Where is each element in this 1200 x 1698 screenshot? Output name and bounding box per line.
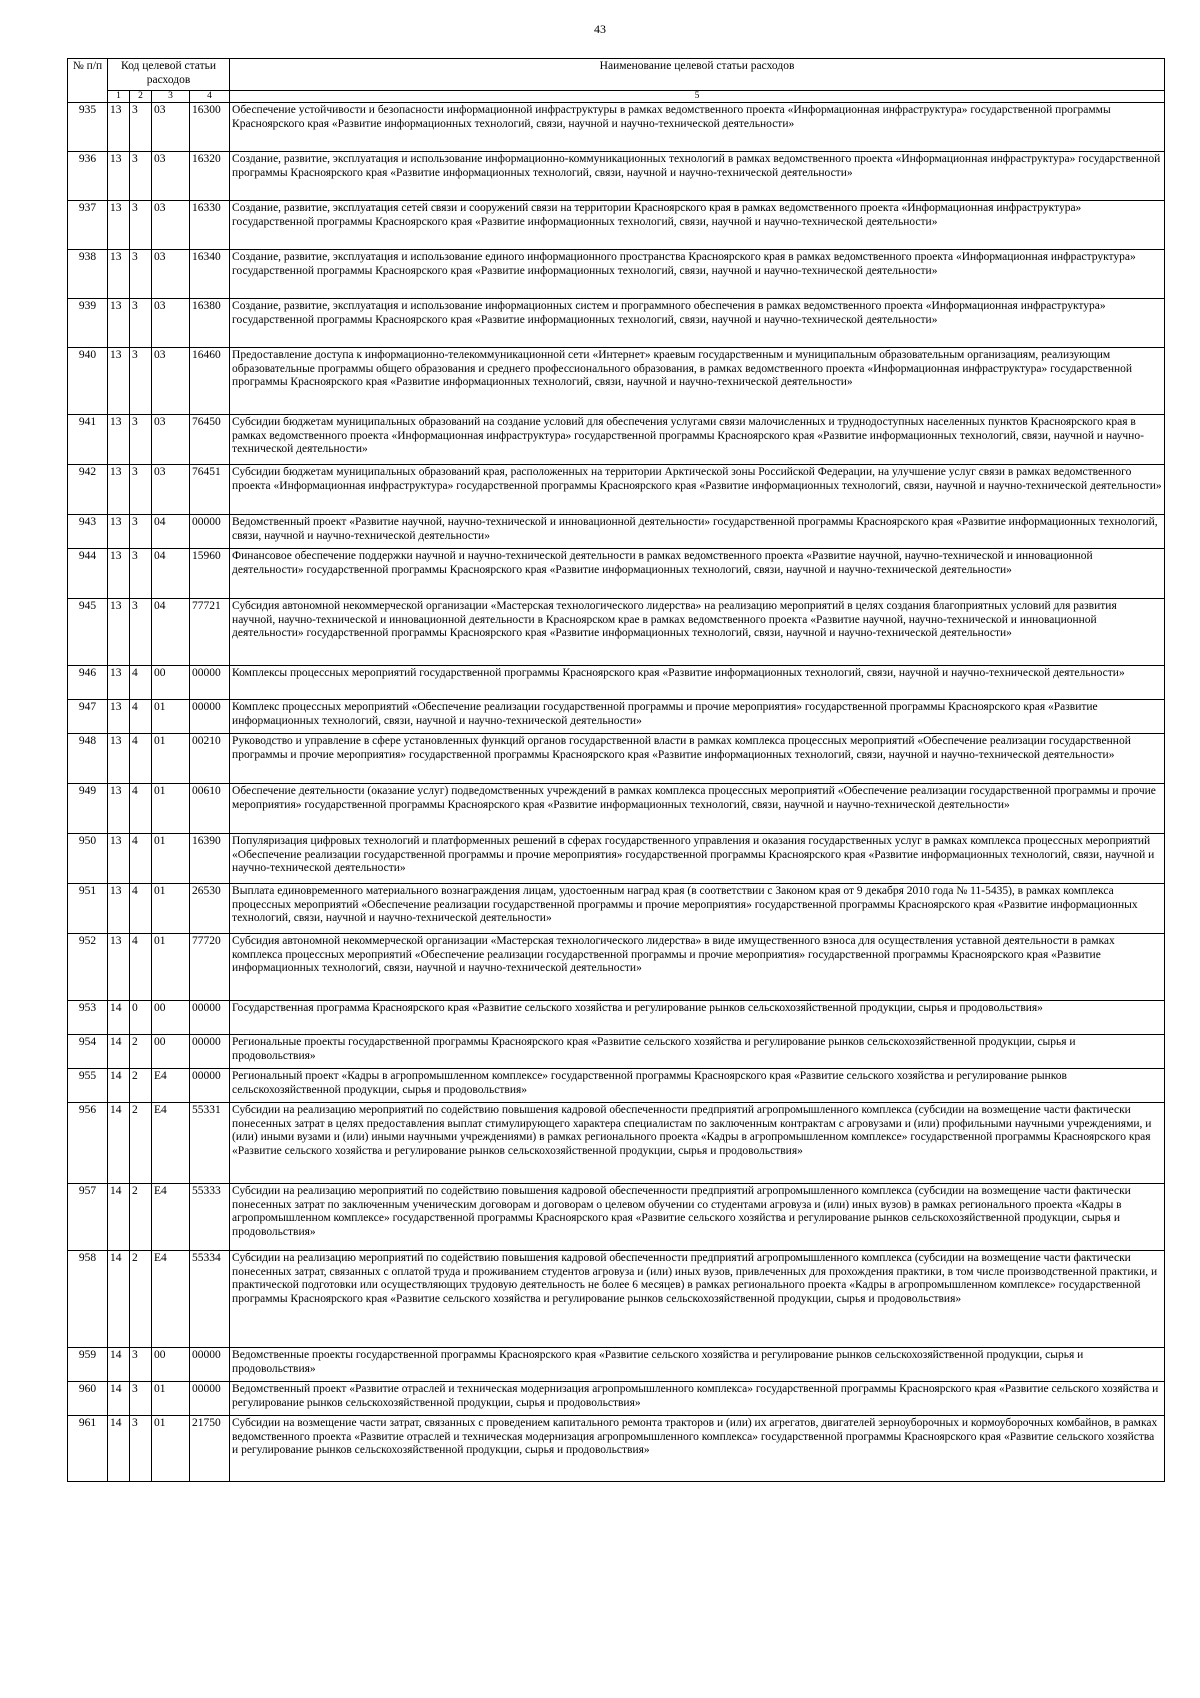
code-part-3: E4 (152, 1069, 190, 1103)
code-part-1: 13 (108, 415, 130, 465)
code-part-3: 01 (152, 784, 190, 834)
code-part-1: 14 (108, 1348, 130, 1382)
code-part-2: 2 (130, 1103, 152, 1184)
row-number: 937 (68, 201, 108, 250)
table-row (68, 465, 1165, 515)
code-part-4: 16300 (190, 103, 230, 152)
code-part-4: 00000 (190, 1035, 230, 1069)
row-name: Руководство и управление в сфере установленных функций органов государственной власти в рамках комплекса процессных мероприятий «Обеспечение реализации государственной программы и прочие мероприятия» государственной программы Красноярского края «Развитие информационных технологий, связи, научной и научно-технической деятельности» (230, 734, 1165, 784)
row-name: Ведомственный проект «Развитие отраслей и техническая модернизация агропромышленного комплекса» государственной программы Красноярского края «Развитие сельского хозяйства и регулирование рынков сельскохозяйственной продукции, сырья и продовольствия» (230, 1382, 1165, 1416)
table-row (68, 1416, 1165, 1482)
code-part-3: E4 (152, 1184, 190, 1251)
row-name: Субсидии бюджетам муниципальных образований на создание условий для обеспечения услугами связи малочисленных и труднодоступных населенных пунктов Красноярского края в рамках ведомственного проекта «Информационная инфраструктура» государственной программы Красноярского края «Развитие информационных технологий, связи, научной и научно-технической деятельности» (230, 415, 1165, 465)
code-part-4: 55333 (190, 1184, 230, 1251)
code-part-1: 14 (108, 1001, 130, 1035)
code-part-1: 14 (108, 1416, 130, 1482)
code-part-2: 4 (130, 734, 152, 784)
code-part-1: 14 (108, 1103, 130, 1184)
row-number: 960 (68, 1382, 108, 1416)
row-number: 944 (68, 549, 108, 599)
row-number: 936 (68, 152, 108, 201)
code-part-1: 14 (108, 1382, 130, 1416)
row-name: Субсидия автономной некоммерческой организации «Мастерская технологического лидерства» в виде имущественного взноса для осуществления уставной деятельности в рамках комплекса процессных мероприятий «Обеспечение реализации государственной программы и прочие мероприятия» государственной программы Красноярского края «Развитие информационных технологий, связи, научной и научно-технической деятельности» (230, 934, 1165, 1001)
row-number: 961 (68, 1416, 108, 1482)
code-part-2: 2 (130, 1251, 152, 1348)
table-row (68, 834, 1165, 884)
row-number: 954 (68, 1035, 108, 1069)
code-part-4: 16330 (190, 201, 230, 250)
table-row (68, 201, 1165, 250)
code-part-3: 01 (152, 700, 190, 734)
column-number: 5 (230, 91, 1165, 103)
row-name: Создание, развитие, эксплуатация и использование информационно-коммуникационных технологий в рамках ведомственного проекта «Информационная инфраструктура» государственной программы Красноярского края «Развитие информационных технологий, связи, научной и научно-технической деятельности» (230, 152, 1165, 201)
code-part-3: 03 (152, 465, 190, 515)
column-number: 2 (130, 91, 152, 103)
table-header-row (68, 59, 1165, 91)
table-body (68, 103, 1165, 1482)
code-part-1: 13 (108, 884, 130, 934)
row-name: Создание, развитие, эксплуатация и использование единого информационного пространства Красноярского края в рамках ведомственного проекта «Информационная инфраструктура» государственной программы Красноярского края «Развитие информационных технологий, связи, научной и научно-технической деятельности» (230, 250, 1165, 299)
code-part-2: 3 (130, 549, 152, 599)
code-part-1: 13 (108, 201, 130, 250)
code-part-4: 76450 (190, 415, 230, 465)
row-name: Создание, развитие, эксплуатация сетей связи и сооружений связи на территории Красноярского края в рамках ведомственного проекта «Информационная инфраструктура» государственной программы Красноярского края «Развитие информационных технологий, связи, научной и научно-технической деятельности» (230, 201, 1165, 250)
code-part-1: 13 (108, 465, 130, 515)
code-part-1: 13 (108, 734, 130, 784)
code-part-1: 13 (108, 700, 130, 734)
code-part-4: 16460 (190, 348, 230, 415)
row-name: Региональный проект «Кадры в агропромышленном комплексе» государственной программы Красноярского края «Развитие сельского хозяйства и регулирование рынков сельскохозяйственной продукции, сырья и продовольствия» (230, 1069, 1165, 1103)
row-number: 957 (68, 1184, 108, 1251)
code-part-2: 4 (130, 700, 152, 734)
code-part-4: 00000 (190, 1348, 230, 1382)
code-part-3: 00 (152, 1035, 190, 1069)
row-number: 956 (68, 1103, 108, 1184)
code-part-4: 00210 (190, 734, 230, 784)
code-part-2: 0 (130, 1001, 152, 1035)
row-number: 950 (68, 834, 108, 884)
code-part-1: 13 (108, 515, 130, 549)
code-part-1: 13 (108, 549, 130, 599)
table-row (68, 784, 1165, 834)
code-part-4: 00000 (190, 515, 230, 549)
row-name: Комплекс процессных мероприятий «Обеспечение реализации государственной программы и прочие мероприятия» государственной программы Красноярского края «Развитие информационных технологий, связи, научной и научно-технической деятельности» (230, 700, 1165, 734)
table-row (68, 1184, 1165, 1251)
code-part-3: 01 (152, 884, 190, 934)
row-name: Региональные проекты государственной программы Красноярского края «Развитие сельского хозяйства и регулирование рынков сельскохозяйственной продукции, сырья и продовольствия» (230, 1035, 1165, 1069)
code-part-1: 13 (108, 934, 130, 1001)
column-number: 4 (190, 91, 230, 103)
row-name: Субсидии на реализацию мероприятий по содействию повышения кадровой обеспеченности предприятий агропромышленного комплекса (субсидии на возмещение части фактически понесенных затрат в целях предоставления выплат стимулирующего характера специалистам по заключенным контрактам с агровузами и (или) профильными научными учреждениями, и (или) иными вузами и (или) иными научными учреждениями) в рамках регионального проекта «Кадры в агропромышленном комплексе» государственной программы Красноярского края «Развитие сельского хозяйства и регулирование рынков сельскохозяйственной продукции, сырья и продовольствия» (230, 1103, 1165, 1184)
code-part-1: 14 (108, 1184, 130, 1251)
row-name: Обеспечение деятельности (оказание услуг) подведомственных учреждений в рамках комплекса процессных мероприятий «Обеспечение реализации государственной программы и прочие мероприятия» государственной программы Красноярского края «Развитие информационных технологий, связи, научной и научно-технической деятельности» (230, 784, 1165, 834)
row-name: Популяризация цифровых технологий и платформенных решений в сферах государственного управления и оказания государственных услуг в рамках комплекса процессных мероприятий «Обеспечение реализации государственной программы и прочие мероприятия» государственной программы Красноярского края «Развитие информационных технологий, связи, научной и научно-технической деятельности» (230, 834, 1165, 884)
table-row (68, 348, 1165, 415)
code-part-4: 76451 (190, 465, 230, 515)
code-part-4: 00000 (190, 700, 230, 734)
code-part-2: 3 (130, 348, 152, 415)
code-part-3: 04 (152, 515, 190, 549)
code-part-4: 00000 (190, 1069, 230, 1103)
row-name: Выплата единовременного материального вознаграждения лицам, удостоенным наград края (в соответствии с Законом края от 9 декабря 2010 года № 11-5435), в рамках комплекса процессных мероприятий «Обеспечение реализации государственной программы и прочие мероприятия» государственной программы Красноярского края «Развитие информационных технологий, связи, научной и научно-технической деятельности» (230, 884, 1165, 934)
row-name: Ведомственный проект «Развитие научной, научно-технической и инновационной деятельности» государственной программы Красноярского края «Развитие информационных технологий, связи, научной и научно-технической деятельности» (230, 515, 1165, 549)
code-part-2: 3 (130, 599, 152, 666)
code-part-2: 3 (130, 1348, 152, 1382)
row-name: Субсидии на реализацию мероприятий по содействию повышения кадровой обеспеченности предприятий агропромышленного комплекса (субсидии на возмещение части фактически понесенных затрат по заключенным ученическим договорам и договорам о целевом обучении со студентами агровуза и (или) иных вузов) в рамках регионального проекта «Кадры в агропромышленном комплексе» государственной программы Красноярского края «Развитие сельского хозяйства и регулирование рынков сельскохозяйственной продукции, сырья и продовольствия» (230, 1184, 1165, 1251)
row-number: 953 (68, 1001, 108, 1035)
code-part-2: 2 (130, 1184, 152, 1251)
table-row (68, 1251, 1165, 1348)
code-part-4: 16380 (190, 299, 230, 348)
code-part-3: 01 (152, 1382, 190, 1416)
code-part-1: 13 (108, 834, 130, 884)
code-part-1: 13 (108, 299, 130, 348)
code-part-2: 4 (130, 884, 152, 934)
code-part-3: 01 (152, 834, 190, 884)
code-part-3: 01 (152, 734, 190, 784)
code-part-3: 03 (152, 250, 190, 299)
row-number: 948 (68, 734, 108, 784)
code-part-3: 03 (152, 201, 190, 250)
code-part-1: 13 (108, 152, 130, 201)
column-numbers-row (68, 91, 1165, 103)
row-number: 943 (68, 515, 108, 549)
row-number: 942 (68, 465, 108, 515)
row-number: 945 (68, 599, 108, 666)
code-part-1: 13 (108, 599, 130, 666)
table-row (68, 152, 1165, 201)
row-number: 951 (68, 884, 108, 934)
code-part-3: 03 (152, 103, 190, 152)
code-part-1: 14 (108, 1069, 130, 1103)
code-part-2: 3 (130, 515, 152, 549)
code-part-2: 3 (130, 152, 152, 201)
code-part-1: 13 (108, 784, 130, 834)
column-number: 3 (152, 91, 190, 103)
code-part-4: 55334 (190, 1251, 230, 1348)
row-name: Комплексы процессных мероприятий государственной программы Красноярского края «Развитие информационных технологий, связи, научной и научно-технической деятельности» (230, 666, 1165, 700)
code-part-2: 3 (130, 299, 152, 348)
code-part-3: 00 (152, 666, 190, 700)
table-row (68, 1103, 1165, 1184)
code-part-3: 00 (152, 1001, 190, 1035)
table-row (68, 299, 1165, 348)
row-number: 959 (68, 1348, 108, 1382)
code-part-3: 04 (152, 549, 190, 599)
code-part-4: 00610 (190, 784, 230, 834)
code-part-3: E4 (152, 1103, 190, 1184)
table-row (68, 934, 1165, 1001)
row-name: Ведомственные проекты государственной программы Красноярского края «Развитие сельского хозяйства и регулирование рынков сельскохозяйственной продукции, сырья и продовольствия» (230, 1348, 1165, 1382)
code-part-3: 01 (152, 1416, 190, 1482)
table-row (68, 515, 1165, 549)
code-part-2: 3 (130, 201, 152, 250)
code-part-2: 4 (130, 784, 152, 834)
code-part-4: 21750 (190, 1416, 230, 1482)
row-number: 952 (68, 934, 108, 1001)
code-part-2: 3 (130, 465, 152, 515)
header-code: Код целевой статьи расходов (108, 59, 230, 91)
page-number: 43 (594, 22, 606, 36)
table-row (68, 1348, 1165, 1382)
row-number: 941 (68, 415, 108, 465)
code-part-3: 00 (152, 1348, 190, 1382)
code-part-3: 03 (152, 152, 190, 201)
code-part-3: 01 (152, 934, 190, 1001)
code-part-2: 3 (130, 103, 152, 152)
row-name: Государственная программа Красноярского края «Развитие сельского хозяйства и регулирование рынков сельскохозяйственной продукции, сырья и продовольствия» (230, 1001, 1165, 1035)
code-part-1: 14 (108, 1035, 130, 1069)
code-part-2: 3 (130, 1416, 152, 1482)
code-part-2: 2 (130, 1069, 152, 1103)
table-row (68, 1035, 1165, 1069)
row-number: 958 (68, 1251, 108, 1348)
row-number: 946 (68, 666, 108, 700)
code-part-3: 03 (152, 348, 190, 415)
code-part-3: 03 (152, 415, 190, 465)
row-name: Субсидия автономной некоммерческой организации «Мастерская технологического лидерства» на реализацию мероприятий в целях создания благоприятных условий для развития научной, научно-технической и инновационной деятельности в Красноярском крае в рамках ведомственного проекта «Развитие научной, научно-технической и инновационной деятельности» государственной программы Красноярского края «Развитие информационных технологий, связи, научной и научно-технической деятельности» (230, 599, 1165, 666)
code-part-4: 16320 (190, 152, 230, 201)
row-number: 955 (68, 1069, 108, 1103)
code-part-4: 16340 (190, 250, 230, 299)
table-row (68, 666, 1165, 700)
row-number: 947 (68, 700, 108, 734)
code-part-4: 00000 (190, 1382, 230, 1416)
table-row (68, 1069, 1165, 1103)
code-part-4: 55331 (190, 1103, 230, 1184)
row-name: Субсидии на возмещение части затрат, связанных с проведением капитального ремонта тракторов и (или) их агрегатов, двигателей зерноуборочных и кормоуборочных комбайнов, в рамках ведомственного проекта «Развитие отраслей и техническая модернизация агропромышленного комплекса» государственной программы Красноярского края «Развитие сельского хозяйства и регулирование рынков сельскохозяйственной продукции, сырья и продовольствия» (230, 1416, 1165, 1482)
code-part-2: 3 (130, 250, 152, 299)
code-part-4: 26530 (190, 884, 230, 934)
row-number: 949 (68, 784, 108, 834)
code-part-2: 2 (130, 1035, 152, 1069)
code-part-2: 4 (130, 834, 152, 884)
table-row (68, 884, 1165, 934)
code-part-4: 77721 (190, 599, 230, 666)
code-part-2: 3 (130, 1382, 152, 1416)
table-row (68, 1382, 1165, 1416)
header-number: № п/п (68, 59, 108, 91)
code-part-4: 77720 (190, 934, 230, 1001)
code-part-2: 4 (130, 666, 152, 700)
code-part-1: 13 (108, 250, 130, 299)
row-name: Финансовое обеспечение поддержки научной и научно-технической деятельности в рамках ведомственного проекта «Развитие научной, научно-технической и инновационной деятельности» государственной программы Красноярского края «Развитие информационных технологий, связи, научной и научно-технической деятельности» (230, 549, 1165, 599)
code-part-2: 4 (130, 934, 152, 1001)
table-row (68, 734, 1165, 784)
row-name: Предоставление доступа к информационно-телекоммуникационной сети «Интернет» краевым государственным и муниципальным образовательным организациям, реализующим образовательные программы общего образования и среднего профессионального образования, в рамках ведомственного проекта «Информационная инфраструктура» государственной программы Красноярского края «Развитие информационных технологий, связи, научной и научно-технической деятельности» (230, 348, 1165, 415)
table-row (68, 700, 1165, 734)
column-number: 1 (108, 91, 130, 103)
column-number-empty (68, 91, 108, 103)
table-row (68, 103, 1165, 152)
row-name: Субсидии бюджетам муниципальных образований края, расположенных на территории Арктической зоны Российской Федерации, на улучшение услуг связи в рамках ведомственного проекта «Информационная инфраструктура» государственной программы Красноярского края «Развитие информационных технологий, связи, научной и научно-технической деятельности» (230, 465, 1165, 515)
row-name: Субсидии на реализацию мероприятий по содействию повышения кадровой обеспеченности предприятий агропромышленного комплекса (субсидии на возмещение части фактически понесенных затрат, связанных с оплатой труда и проживанием студентов агровуза и (или) иных вузов, привлеченных для прохождения практики, в том числе производственной практики, и практической подготовки или осуществляющих трудовую деятельность не более 6 месяцев) в рамках регионального проекта «Кадры в агропромышленном комплексе» государственной программы Красноярского края «Развитие сельского хозяйства и регулирование рынков сельскохозяйственной продукции, сырья и продовольствия» (230, 1251, 1165, 1348)
row-number: 938 (68, 250, 108, 299)
code-part-3: E4 (152, 1251, 190, 1348)
budget-table (67, 58, 1165, 1482)
code-part-1: 13 (108, 103, 130, 152)
row-number: 939 (68, 299, 108, 348)
row-number: 935 (68, 103, 108, 152)
header-name: Наименование целевой статьи расходов (230, 59, 1165, 91)
code-part-3: 03 (152, 299, 190, 348)
table-row (68, 250, 1165, 299)
row-name: Создание, развитие, эксплуатация и использование информационных систем и программного обеспечения в рамках ведомственного проекта «Информационная инфраструктура» государственной программы Красноярского края «Развитие информационных технологий, связи, научной и научно-технической деятельности» (230, 299, 1165, 348)
code-part-2: 3 (130, 415, 152, 465)
code-part-1: 13 (108, 348, 130, 415)
row-name: Обеспечение устойчивости и безопасности информационной инфраструктуры в рамках ведомственного проекта «Информационная инфраструктура» государственной программы Красноярского края «Развитие информационных технологий, связи, научной и научно-технической деятельности» (230, 103, 1165, 152)
code-part-4: 15960 (190, 549, 230, 599)
code-part-4: 00000 (190, 1001, 230, 1035)
table-row (68, 599, 1165, 666)
code-part-1: 13 (108, 666, 130, 700)
row-number: 940 (68, 348, 108, 415)
code-part-1: 14 (108, 1251, 130, 1348)
table-row (68, 415, 1165, 465)
code-part-4: 00000 (190, 666, 230, 700)
code-part-3: 04 (152, 599, 190, 666)
code-part-4: 16390 (190, 834, 230, 884)
table-row (68, 1001, 1165, 1035)
table-row (68, 549, 1165, 599)
